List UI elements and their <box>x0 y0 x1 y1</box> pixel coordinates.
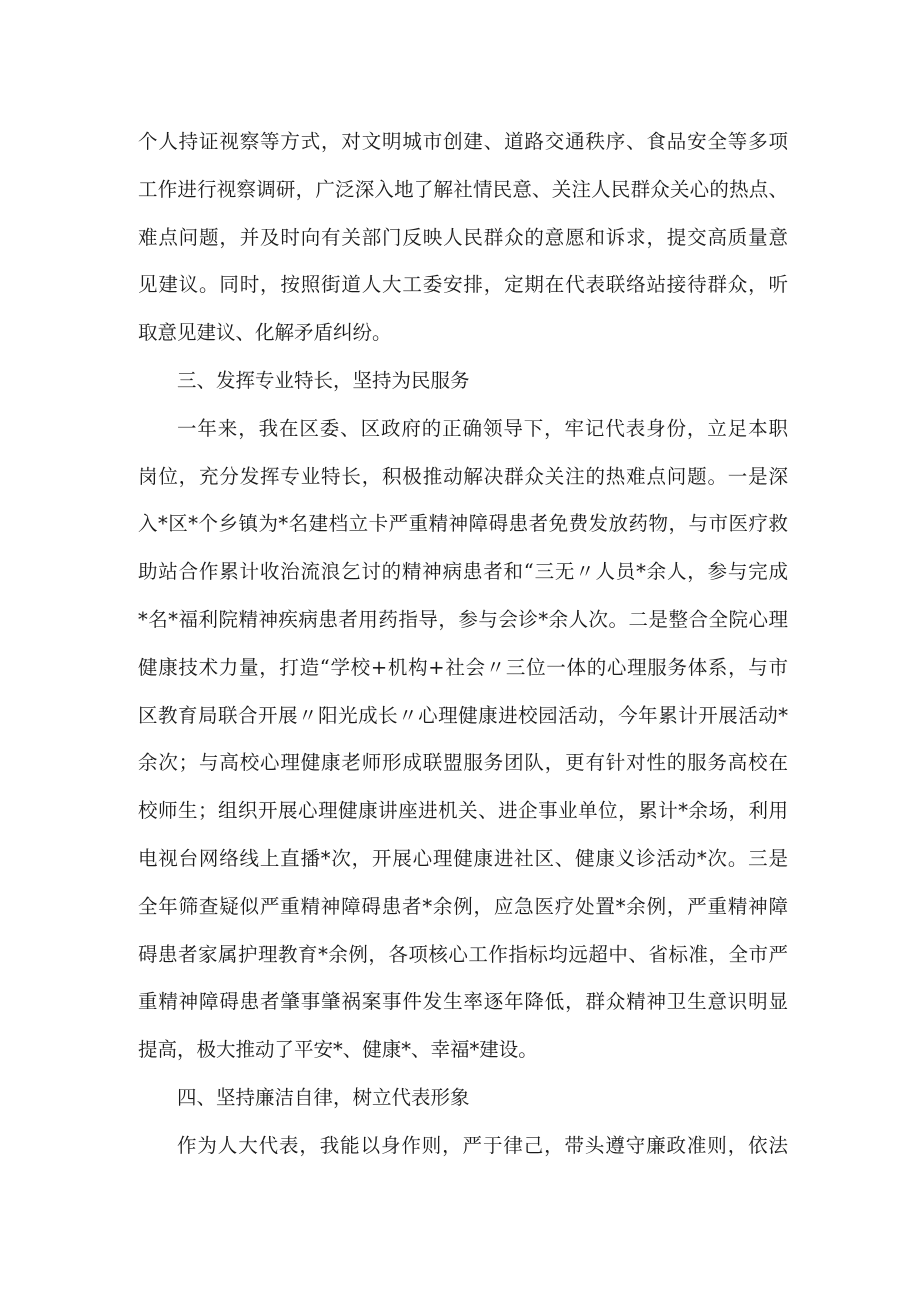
paragraph-continuation <box>138 118 788 357</box>
text-line: 岗位，充分发挥专业特长，积极推动解决群众关注的热难点问题。一是深 <box>138 464 788 488</box>
text-line: 重精神障碍患者肇事肇祸案事件发生率逐年降低，群众精神卫生意识明显 <box>138 990 788 1014</box>
text-line: 碍患者家属护理教育*余例，各项核心工作指标均远超中、省标准，全市严 <box>138 942 788 966</box>
text-line: 校师生；组织开展心理健康讲座进机关、进企事业单位，累计*余场，利用 <box>138 799 788 823</box>
text-line: 电视台网络线上直播*次，开展心理健康进社区、健康义诊活动*次。三是 <box>138 846 788 870</box>
text-line: 提高，极大推动了平安*、健康*、幸福*建设。 <box>138 1038 538 1062</box>
text-line: 取意见建议、化解矛盾纠纷。 <box>138 321 392 345</box>
text-line: 入*区*个乡镇为*名建档立卡严重精神障碍患者免费发放药物，与市医疗救 <box>138 512 788 536</box>
text-line: *名*福利院精神疾病患者用药指导，参与会诊*余人次。二是整合全院心理 <box>138 607 788 631</box>
section-heading-3: 三、发挥专业特长，坚持为民服务 <box>177 368 470 392</box>
text-line: 全年筛查疑似严重精神障碍患者*余例，应急医疗处置*余例，严重精神障 <box>138 894 788 918</box>
section-heading-4: 四、坚持廉洁自律，树立代表形象 <box>177 1085 470 1109</box>
text-line: 区教育局联合开展〃阳光成长〃心理健康进校园活动，今年累计开展活动* <box>138 703 788 727</box>
text-line: 余次；与高校心理健康老师形成联盟服务团队，更有针对性的服务高校在 <box>138 751 788 775</box>
text-line: 个人持证视察等方式，对文明城市创建、道路交通秩序、食品安全等多项 <box>138 130 788 153</box>
text-line: 健康技术力量，打造“学校+机构+社会〃三位一体的心理服务体系，与市 <box>138 655 788 679</box>
document-body <box>138 118 788 1170</box>
paragraph-section-4 <box>138 1122 788 1170</box>
text-line: 助站合作累计收治流浪乞讨的精神病患者和“三无〃人员*余人，参与完成 <box>138 560 788 584</box>
text-line: 见建议。同时，按照街道人大工委安排，定期在代表联络站接待群众，听 <box>138 273 788 297</box>
paragraph-section-3 <box>138 405 788 1074</box>
text-line: 作为人大代表，我能以身作则，严于律己，带头遵守廉政准则，依法 <box>177 1133 788 1157</box>
text-line: 工作进行视察调研，广泛深入地了解社情民意、关注人民群众关心的热点、 <box>138 177 788 201</box>
text-line: 一年来，我在区委、区政府的正确领导下，牢记代表身份，立足本职 <box>177 416 788 440</box>
text-line: 难点问题，并及时向有关部门反映人民群众的意愿和诉求，提交高质量意 <box>138 225 788 249</box>
